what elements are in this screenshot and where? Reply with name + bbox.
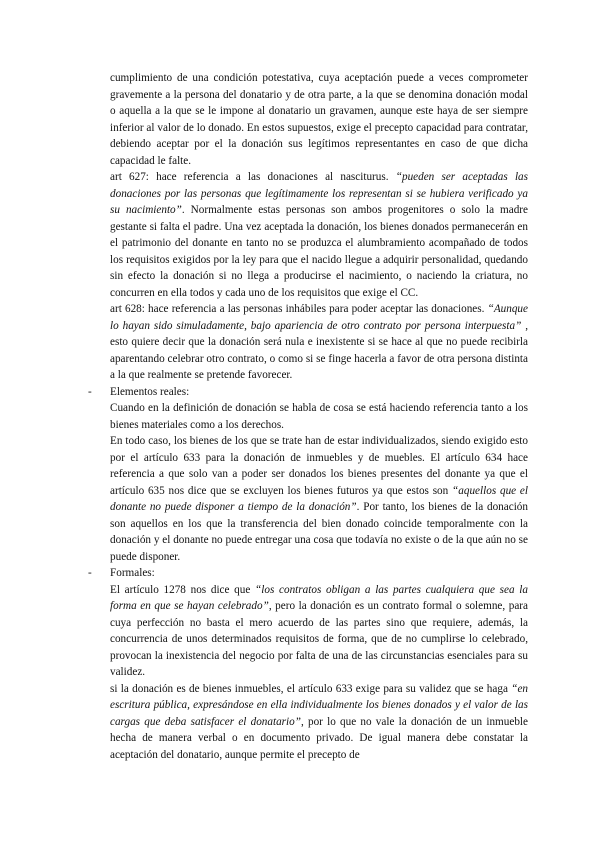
paragraph-definicion-cosa bbox=[110, 400, 528, 433]
paragraph-text: . Por tanto, los bienes de la donación son aquellos en los que la transferencia del bien donado coincide temporalmente con la donación y el donante no puede entregar una cosa que todavía no existe o de la que aún no se puede disponer. bbox=[110, 501, 528, 563]
legal-quote: “en escritura pública, expresándose en ella individualmente los bienes donados y el valor de las cargas que deba satisfacer el donatario” bbox=[110, 682, 528, 728]
bullet-heading: Elementos reales: bbox=[110, 385, 190, 398]
paragraph-condicion-potestativa bbox=[110, 70, 528, 169]
paragraph-text: El artículo 1278 nos dice que bbox=[110, 583, 256, 596]
paragraph-text: , por lo que no vale la donación de un inmueble hecha de manera verbal o en documento privado. De igual manera debe constatar la aceptación del donatario, aunque permite el precepto de bbox=[110, 715, 528, 761]
paragraph-text: , pero la donación es un contrato formal o solemne, para cuya perfección no basta el mero acuerdo de las partes sino que requiere, además, la concurrencia de unos determinados requisitos de forma, que de no cumplirse lo celebrado, provocan la inexistencia del negocio por falta de una de las circunstancias esenciales para su validez. bbox=[110, 600, 528, 678]
document-page bbox=[88, 70, 529, 763]
paragraph-text: Cuando en la definición de donación se habla de cosa se está haciendo referencia tanto a los bienes materiales como a los derechos. bbox=[110, 402, 528, 431]
legal-quote: “aquellos que el donante no puede disponer a tiempo de la donación” bbox=[110, 484, 528, 513]
paragraph-art-628 bbox=[110, 301, 528, 384]
paragraph-art-627 bbox=[110, 169, 528, 301]
paragraph-text: art 627: hace referencia a las donaciones al nasciturus. bbox=[110, 171, 396, 183]
bullet-heading: Formales: bbox=[110, 567, 155, 579]
bullet-marker: - bbox=[88, 567, 92, 579]
bullet-elementos-reales bbox=[88, 384, 528, 401]
paragraph-text: . Normalmente estas personas son ambos progenitores o solo la madre gestante si falta el padre. Una vez aceptada la donación, los bienes donados permanecerán en el patrimonio del donante en tanto no se produzca el alumbramiento acompañado de todos los requisitos exigidos por la ley para que el nacido llegue a adquirir personalidad, quedando sin efecto la donación si no llega a producirse el nacimiento, o naciendo la criatura, no concurren en ella todos y cada uno de los requisitos que exige el CC. bbox=[110, 204, 529, 299]
bullet-formales bbox=[88, 565, 528, 582]
paragraph-bienes-individualizados bbox=[110, 433, 528, 565]
legal-quote: “pueden ser aceptadas las donaciones por las personas que legítimamente los representan si se hubiera verificado ya su nacimiento” bbox=[110, 171, 529, 216]
paragraph-text: , esto quiere decir que la donación será nula e inexistente si se hace al que no puede recibirla aparentando celebrar otro contrato, o como si se finge hacerla a favor de otra persona distinta a la que realmente se pretende favorecer. bbox=[110, 319, 528, 381]
paragraph-art-1278 bbox=[110, 582, 528, 681]
paragraph-text: cumplimiento de una condición potestativa, cuya aceptación puede a veces comprometer gravemente a la persona del donatario y de otra parte, a la que se denomina donación modal o aquella a la que se le impone al donatario un gravamen, aunque este haya de ser siempre inferior al valor de lo donado. En estos supuestos, exige el precepto capacidad para contratar, debiendo aceptar por el la donación sus legítimos representantes en caso de que dicha capacidad le falte. bbox=[110, 72, 528, 167]
paragraph-text: art 628: hace referencia a las personas inhábiles para poder aceptar las donaciones. bbox=[110, 303, 488, 315]
legal-quote: “los contratos obligan a las partes cualquiera que sea la forma en que se hayan celebrado” bbox=[110, 583, 528, 612]
paragraph-text: si la donación es de bienes inmuebles, el artículo 633 exige para su validez que se haga bbox=[110, 682, 512, 695]
paragraph-text: En todo caso, los bienes de los que se trate han de estar individualizados, siendo exigido esto por el artículo 633 para la donación de inmuebles y de muebles. El artículo 634 hace referencia a que solo van a poder ser donados los bienes presentes del donante ya que el artículo 635 nos dice que se excluyen los bienes futuros ya que estos son bbox=[110, 435, 528, 497]
bullet-marker: - bbox=[88, 385, 92, 398]
legal-quote: “Aunque lo hayan sido simuladamente, bajo apariencia de otro contrato por persona interpuesta” bbox=[110, 303, 528, 332]
paragraph-bienes-inmuebles bbox=[110, 681, 528, 764]
